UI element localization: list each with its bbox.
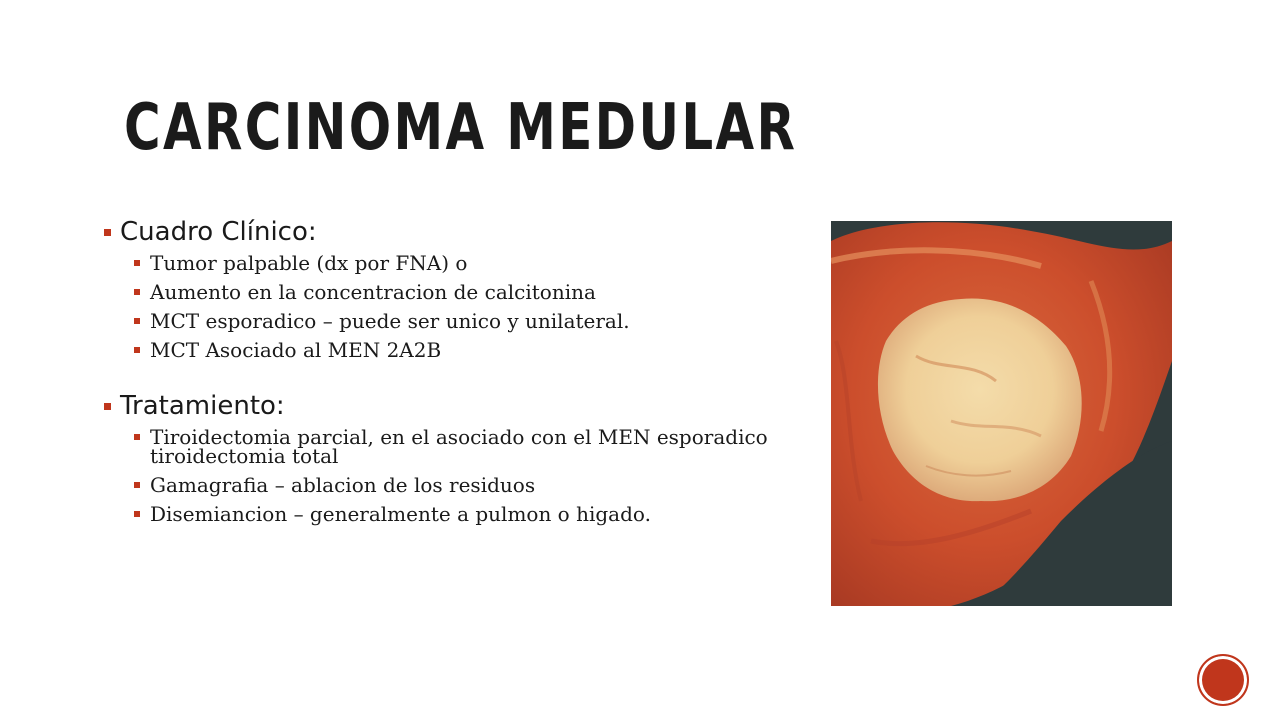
bullet-item bbox=[104, 425, 804, 468]
bullet-square-icon bbox=[134, 482, 140, 488]
bullet-square-icon bbox=[104, 229, 111, 236]
section-heading: Cuadro Clínico: bbox=[120, 217, 317, 247]
bullet-heading bbox=[104, 216, 804, 248]
bullet-item bbox=[104, 280, 804, 304]
bullet-square-icon bbox=[134, 289, 140, 295]
bullet-square-icon bbox=[134, 318, 140, 324]
bullet-item bbox=[104, 338, 804, 362]
section-clinical bbox=[104, 216, 804, 360]
specimen-photo bbox=[831, 221, 1172, 606]
content-body bbox=[104, 216, 804, 554]
bullet-text: Gamagrafia – ablacion de los residuos bbox=[150, 473, 536, 497]
section-heading: Tratamiento: bbox=[120, 391, 285, 421]
bullet-text: Aumento en la concentracion de calcitonina bbox=[150, 280, 596, 304]
bullet-square-icon bbox=[134, 260, 140, 266]
bullet-item bbox=[104, 473, 804, 497]
bullet-text: MCT esporadico – puede ser unico y unilateral. bbox=[150, 309, 630, 333]
bullet-square-icon bbox=[134, 511, 140, 517]
bullet-text: Disemiancion – generalmente a pulmon o higado. bbox=[150, 502, 651, 526]
bullet-square-icon bbox=[134, 347, 140, 353]
bullet-item bbox=[104, 309, 804, 333]
bullet-text: Tumor palpable (dx por FNA) o bbox=[150, 251, 468, 275]
slide-title: CARCINOMA MEDULAR bbox=[124, 91, 798, 165]
section-treatment bbox=[104, 390, 804, 524]
bullet-square-icon bbox=[104, 403, 111, 410]
bullet-item bbox=[104, 502, 804, 526]
bullet-item bbox=[104, 251, 804, 275]
bullet-heading bbox=[104, 390, 804, 422]
specimen-image bbox=[831, 221, 1172, 606]
bullet-square-icon bbox=[134, 434, 140, 440]
slide-number-badge bbox=[1197, 654, 1249, 706]
bullet-text: MCT Asociado al MEN 2A2B bbox=[150, 338, 442, 362]
bullet-text: Tiroidectomia parcial, en el asociado con el MEN esporadico tiroidectomia total bbox=[150, 425, 768, 468]
